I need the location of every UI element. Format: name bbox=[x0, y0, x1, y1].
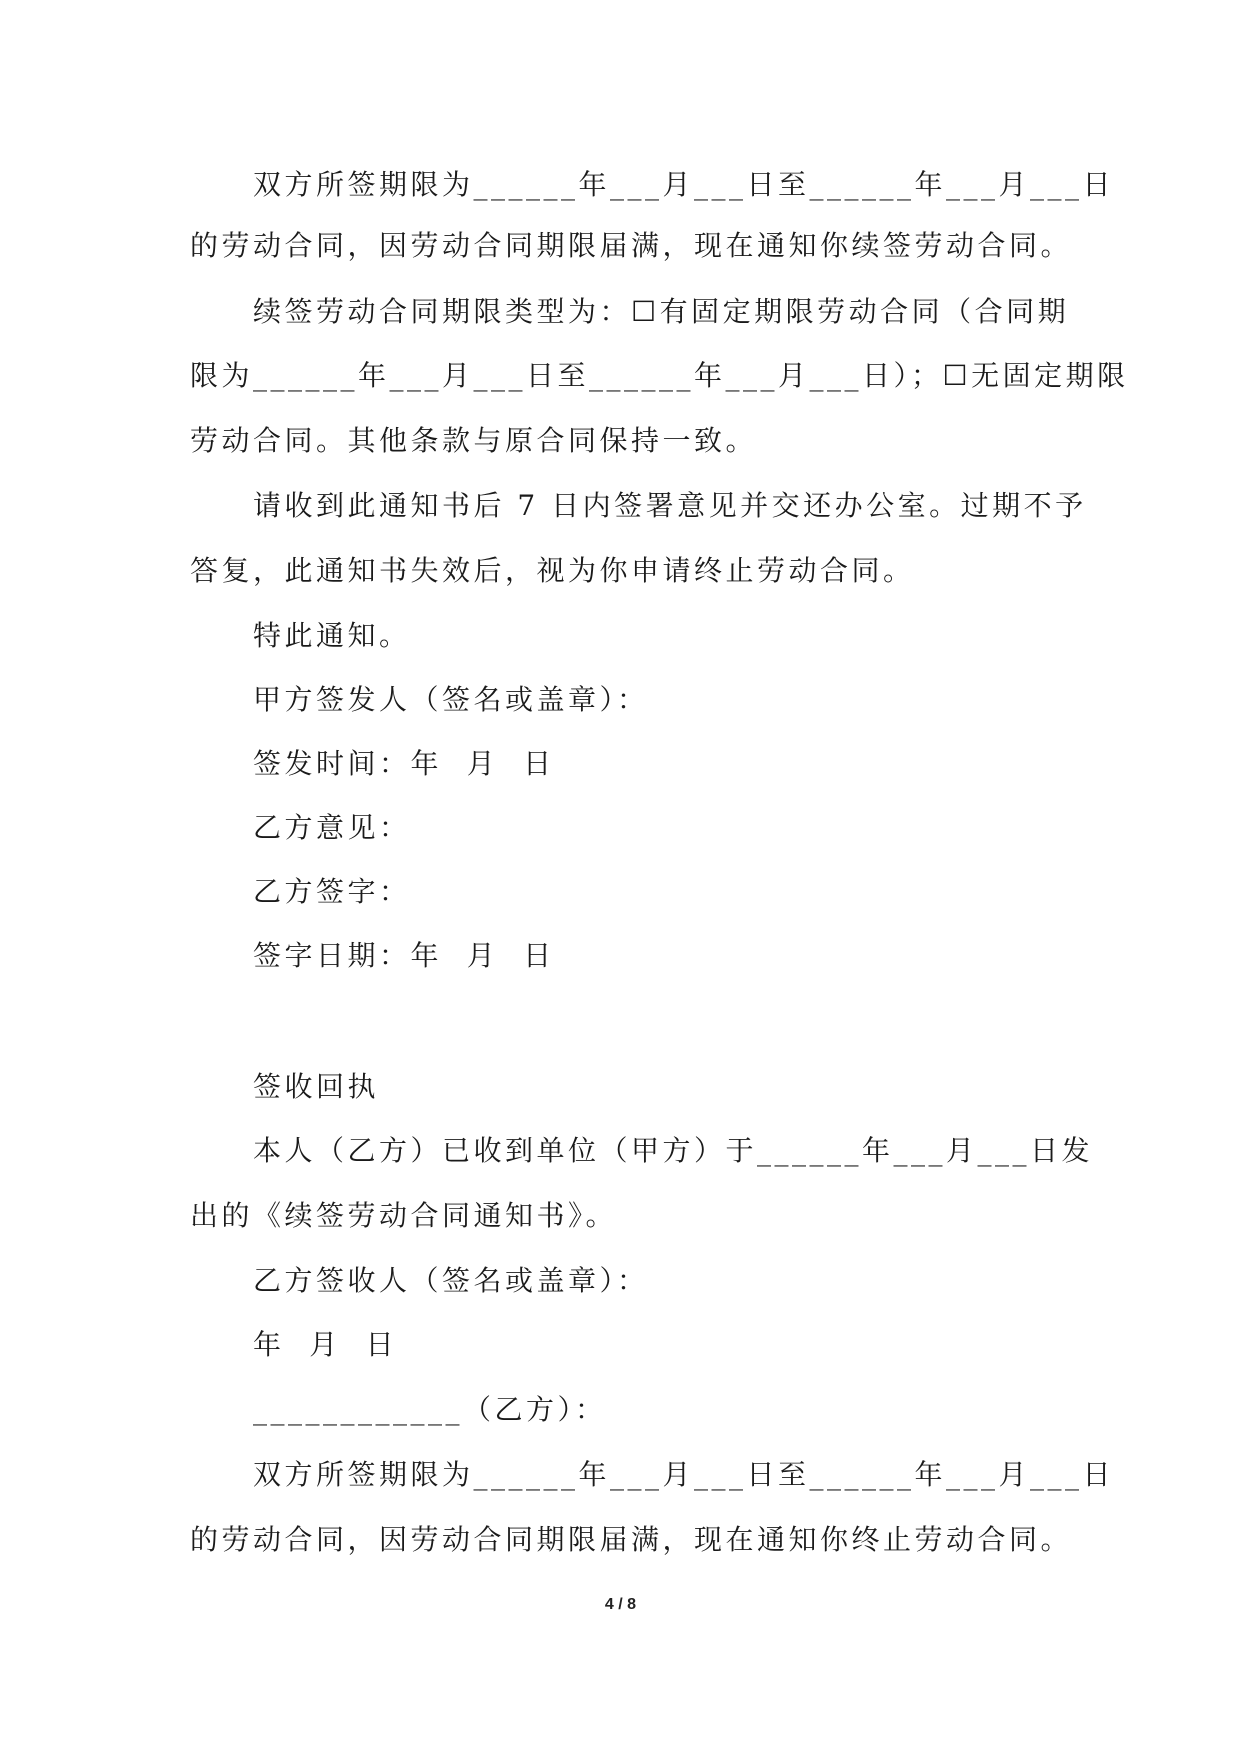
termination-term-line-1: 双方所签期限为______年___月___日至______年___月___日 bbox=[253, 1458, 1115, 1491]
party-b-receiver-label: 乙方签收人（签名或盖章）： bbox=[253, 1264, 649, 1297]
termination-term-line-2: 的劳动合同，因劳动合同期限届满，现在通知你终止劳动合同。 bbox=[190, 1523, 1073, 1556]
paragraph-renewal-type-line-2: 限为______年___月___日至______年___月___日）；☐无固定期限 bbox=[190, 359, 1129, 392]
receipt-statement-line-2: 出的《续签劳动合同通知书》。 bbox=[190, 1199, 618, 1232]
addressee-line: ____________（乙方）： bbox=[253, 1393, 607, 1426]
paragraph-term-line-1: 双方所签期限为______年___月___日至______年___月___日 bbox=[253, 168, 1115, 201]
issue-date-label: 签发时间：年 月 日 bbox=[253, 747, 555, 780]
paragraph-renewal-type-line-3: 劳动合同。其他条款与原合同保持一致。 bbox=[190, 424, 758, 457]
receipt-date-label: 年 月 日 bbox=[253, 1328, 398, 1361]
party-b-signature-label: 乙方签字： bbox=[253, 875, 411, 908]
page-number: 4 / 8 bbox=[604, 1596, 637, 1613]
signature-date-label: 签字日期：年 月 日 bbox=[253, 939, 555, 972]
notice-closing: 特此通知。 bbox=[253, 619, 411, 652]
paragraph-renewal-type-line-1: 续签劳动合同期限类型为：☐有固定期限劳动合同（合同期 bbox=[253, 295, 1070, 328]
paragraph-deadline-line-1: 请收到此通知书后 7 日内签署意见并交还办公室。过期不予 bbox=[253, 489, 1087, 522]
party-a-signer-label: 甲方签发人（签名或盖章）： bbox=[253, 683, 649, 716]
receipt-heading: 签收回执 bbox=[253, 1070, 380, 1103]
paragraph-deadline-line-2: 答复，此通知书失效后，视为你申请终止劳动合同。 bbox=[190, 554, 915, 587]
party-b-opinion-label: 乙方意见： bbox=[253, 811, 411, 844]
paragraph-term-line-2: 的劳动合同，因劳动合同期限届满，现在通知你续签劳动合同。 bbox=[190, 229, 1073, 262]
receipt-statement-line-1: 本人（乙方）已收到单位（甲方）于______年___月___日发 bbox=[253, 1134, 1094, 1167]
